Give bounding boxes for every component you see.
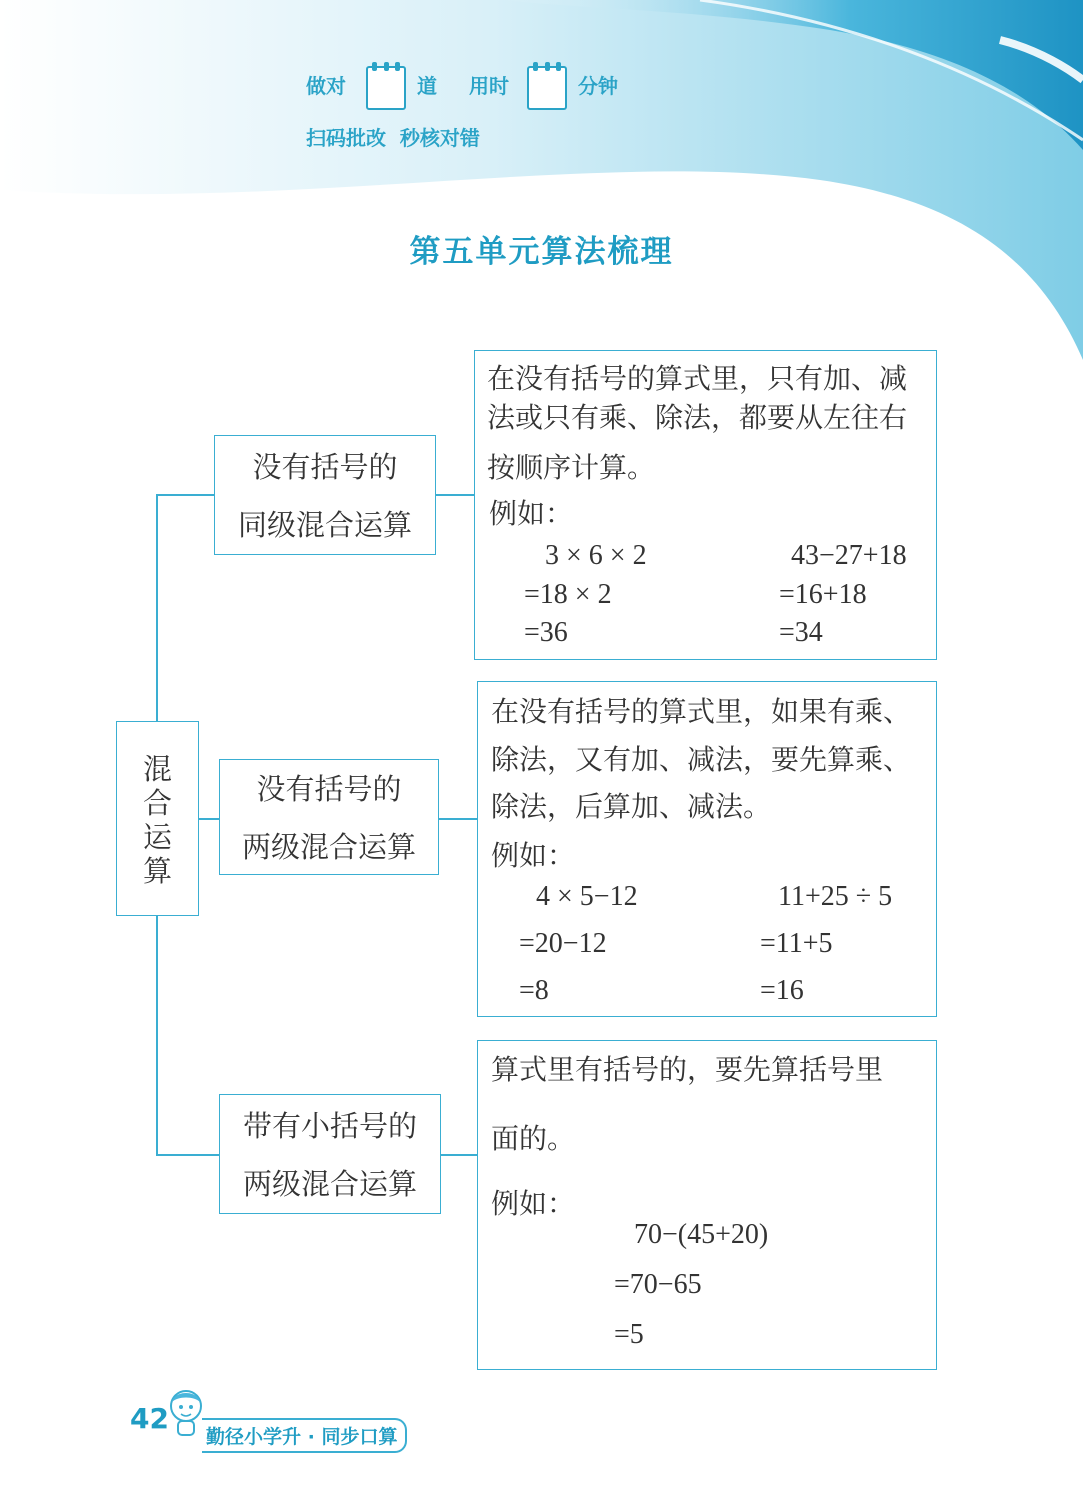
root-char-2: 合 xyxy=(142,786,172,820)
rule-3-example-line-1: 70−(45+20) xyxy=(634,1219,769,1250)
cartoon-kid-icon xyxy=(166,1386,206,1442)
rule-2-example-b-line-3: =16 xyxy=(760,975,804,1006)
rule-1-line-2: 法或只有乘、除法，都要从左往右 xyxy=(487,401,908,434)
rule-1-example-b-line-2: =16+18 xyxy=(779,579,867,610)
root-char-1: 混 xyxy=(142,752,172,786)
branch-2-label-line2: 两级混合运算 xyxy=(241,830,416,864)
connector-rule-3 xyxy=(440,1154,478,1156)
branch-2-label-line1: 没有括号的 xyxy=(256,772,402,806)
scan-instruction: 扫码批改 秒核对错 xyxy=(306,126,480,150)
branch-3-label-line1: 带有小括号的 xyxy=(242,1109,417,1143)
book-title: 勤径小学升 · 同步口算 xyxy=(202,1418,407,1453)
rule-2-example-b-line-2: =11+5 xyxy=(760,928,833,959)
rule-2-line-3: 除法，后算加、减法。 xyxy=(491,790,772,823)
rule-3-line-2: 面的。 xyxy=(491,1122,576,1155)
branch-node-same-level xyxy=(214,435,436,555)
questions-unit-label: 道 xyxy=(417,74,437,98)
rule-2-line-2: 除法，又有加、减法，要先算乘、 xyxy=(491,743,912,776)
branch-node-two-level xyxy=(219,759,439,875)
connector-rule-2 xyxy=(438,818,478,820)
rule-1-example-a-line-2: =18 × 2 xyxy=(524,579,612,610)
rule-1-example-label: 例如： xyxy=(489,497,574,530)
page-number: 42 xyxy=(130,1402,169,1435)
rule-3-example-line-2: =70−65 xyxy=(614,1269,702,1300)
root-char-4: 算 xyxy=(142,854,172,888)
rule-1-line-3: 按顺序计算。 xyxy=(487,451,656,484)
branch-node-with-parentheses xyxy=(219,1094,441,1214)
rule-1-example-a-line-3: =36 xyxy=(524,617,568,648)
connector-branch-3 xyxy=(156,1154,220,1156)
rule-2-line-1: 在没有括号的算式里，如果有乘、 xyxy=(491,695,912,728)
rule-3-example-label: 例如： xyxy=(491,1187,576,1220)
minutes-unit-label: 分钟 xyxy=(578,74,618,98)
header-wave-decoration xyxy=(0,0,1083,380)
branch-1-label-line2: 同级混合运算 xyxy=(237,508,412,542)
branch-1-label-line1: 没有括号的 xyxy=(252,450,398,484)
rule-3-line-1: 算式里有括号的，要先算括号里 xyxy=(491,1053,884,1086)
branch-3-label-line2: 两级混合运算 xyxy=(242,1167,417,1201)
root-node-mixed-operations xyxy=(116,721,199,916)
correct-count-input[interactable] xyxy=(366,66,406,110)
rule-1-example-b-line-1: 43−27+18 xyxy=(791,540,907,571)
rule-2-example-label: 例如： xyxy=(491,839,576,872)
time-input[interactable] xyxy=(527,66,567,110)
correct-count-label: 做对 xyxy=(306,74,346,98)
rule-2-example-a-line-1: 4 × 5−12 xyxy=(536,881,638,912)
rule-3-example-line-3: =5 xyxy=(614,1319,644,1350)
rule-2-example-a-line-2: =20−12 xyxy=(519,928,607,959)
connector-rule-1 xyxy=(435,494,475,496)
time-label: 用时 xyxy=(469,74,509,98)
rule-2-example-b-line-1: 11+25 ÷ 5 xyxy=(778,881,893,912)
connector-branch-2 xyxy=(198,818,220,820)
page-title: 第五单元算法梳理 xyxy=(409,234,674,270)
rule-1-line-1: 在没有括号的算式里，只有加、减 xyxy=(487,362,908,395)
connector-branch-1 xyxy=(156,494,216,496)
rule-1-example-a-line-1: 3 × 6 × 2 xyxy=(545,540,647,571)
rule-1-example-b-line-3: =34 xyxy=(779,617,823,648)
root-char-3: 运 xyxy=(142,820,172,854)
rule-2-example-a-line-3: =8 xyxy=(519,975,549,1006)
